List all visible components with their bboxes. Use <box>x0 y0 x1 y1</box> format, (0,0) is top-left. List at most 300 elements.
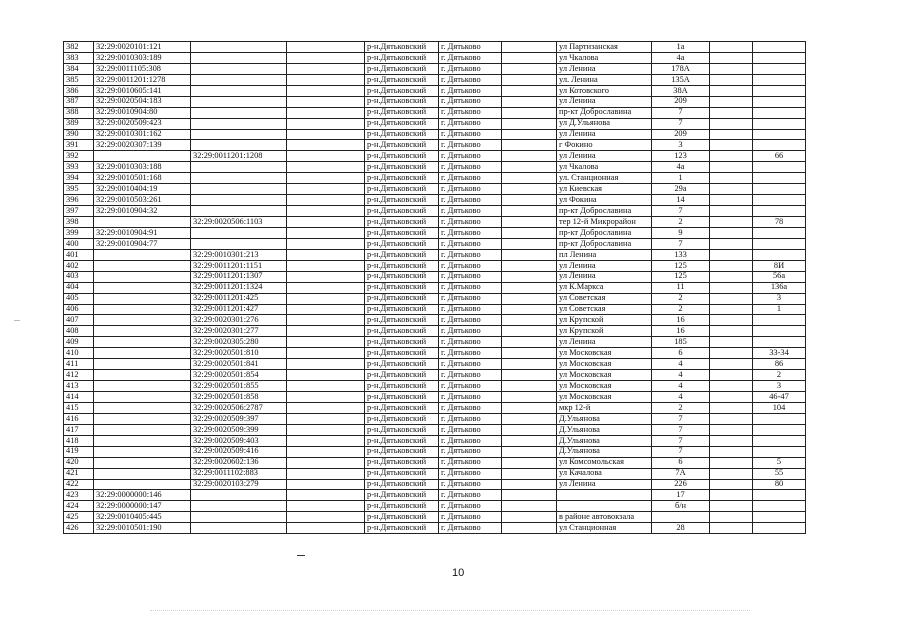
empty-cell <box>502 468 557 479</box>
row-number: 414 <box>64 392 94 403</box>
cadastral-number-premises <box>191 162 287 173</box>
empty-cell <box>502 129 557 140</box>
apartment-cell: 55 <box>753 468 806 479</box>
empty-cell <box>287 96 365 107</box>
cadastral-number: 32:29:0010904:32 <box>94 206 191 217</box>
row-number: 417 <box>64 424 94 435</box>
city-cell: г. Дятьково <box>439 348 502 359</box>
row-number: 394 <box>64 173 94 184</box>
cadastral-number-premises: 32:29:0020305:280 <box>191 337 287 348</box>
table-row <box>64 337 806 348</box>
empty-cell <box>710 63 753 74</box>
city-cell: г. Дятьково <box>439 227 502 238</box>
street-cell: пр-кт Доброславина <box>557 206 652 217</box>
empty-cell <box>287 206 365 217</box>
apartment-cell <box>753 162 806 173</box>
cadastral-number-premises: 32:29:0020602:136 <box>191 457 287 468</box>
cadastral-number-premises <box>191 490 287 501</box>
city-cell: г. Дятьково <box>439 85 502 96</box>
empty-cell <box>502 260 557 271</box>
street-cell: ул Ленина <box>557 63 652 74</box>
cadastral-number <box>94 392 191 403</box>
apartment-cell <box>753 435 806 446</box>
cadastral-number-premises <box>191 63 287 74</box>
table-row <box>64 282 806 293</box>
cadastral-number <box>94 337 191 348</box>
empty-cell <box>502 151 557 162</box>
house-number-cell: 3 <box>652 140 710 151</box>
cadastral-number: 32:29:0020509:423 <box>94 118 191 129</box>
table-row <box>64 413 806 424</box>
table-row <box>64 293 806 304</box>
empty-cell <box>502 96 557 107</box>
district-cell: р-н.Дятьковский <box>365 348 439 359</box>
cadastral-number-premises <box>191 184 287 195</box>
cadastral-number: 32:29:0010404:19 <box>94 184 191 195</box>
street-cell: ул Московская <box>557 370 652 381</box>
scan-noise-line <box>150 610 750 611</box>
apartment-cell <box>753 173 806 184</box>
row-number: 426 <box>64 523 94 534</box>
table-row <box>64 359 806 370</box>
street-cell: пр-кт Доброславина <box>557 107 652 118</box>
row-number: 425 <box>64 512 94 523</box>
street-cell: ул Московская <box>557 392 652 403</box>
district-cell: р-н.Дятьковский <box>365 206 439 217</box>
empty-cell <box>502 435 557 446</box>
city-cell: г. Дятьково <box>439 501 502 512</box>
house-number-cell: 7 <box>652 413 710 424</box>
cadastral-number-premises <box>191 206 287 217</box>
city-cell: г. Дятьково <box>439 238 502 249</box>
house-number-cell: 209 <box>652 96 710 107</box>
cadastral-number: 32:29:0010904:80 <box>94 107 191 118</box>
house-number-cell: 4 <box>652 381 710 392</box>
empty-cell <box>287 271 365 282</box>
row-number: 401 <box>64 249 94 260</box>
empty-cell <box>502 293 557 304</box>
row-number: 408 <box>64 326 94 337</box>
cadastral-number: 32:29:0011201:1278 <box>94 74 191 85</box>
street-cell: ул Качалова <box>557 468 652 479</box>
row-number: 386 <box>64 85 94 96</box>
empty-cell <box>287 370 365 381</box>
district-cell: р-н.Дятьковский <box>365 479 439 490</box>
empty-cell <box>710 413 753 424</box>
table-row <box>64 468 806 479</box>
empty-cell <box>710 195 753 206</box>
house-number-cell: 7 <box>652 424 710 435</box>
city-cell: г. Дятьково <box>439 479 502 490</box>
city-cell: г. Дятьково <box>439 446 502 457</box>
empty-cell <box>502 359 557 370</box>
empty-cell <box>710 173 753 184</box>
cadastral-number <box>94 282 191 293</box>
street-cell: Д.Ульянова <box>557 435 652 446</box>
empty-cell <box>710 85 753 96</box>
cadastral-number-premises <box>191 227 287 238</box>
empty-cell <box>502 195 557 206</box>
empty-cell <box>502 501 557 512</box>
district-cell: р-н.Дятьковский <box>365 381 439 392</box>
table-row <box>64 271 806 282</box>
apartment-cell: 3 <box>753 381 806 392</box>
apartment-cell <box>753 195 806 206</box>
house-number-cell: 4 <box>652 370 710 381</box>
table-row <box>64 162 806 173</box>
cadastral-number <box>94 413 191 424</box>
cadastral-number <box>94 479 191 490</box>
row-number: 413 <box>64 381 94 392</box>
row-number: 382 <box>64 42 94 53</box>
house-number-cell: 185 <box>652 337 710 348</box>
house-number-cell: 4 <box>652 392 710 403</box>
house-number-cell: 209 <box>652 129 710 140</box>
cadastral-number-premises <box>191 512 287 523</box>
row-number: 400 <box>64 238 94 249</box>
district-cell: р-н.Дятьковский <box>365 490 439 501</box>
empty-cell <box>502 42 557 53</box>
cadastral-number <box>94 315 191 326</box>
row-number: 418 <box>64 435 94 446</box>
empty-cell <box>710 304 753 315</box>
empty-cell <box>710 424 753 435</box>
apartment-cell <box>753 63 806 74</box>
cadastral-number <box>94 446 191 457</box>
table-row <box>64 184 806 195</box>
table-row <box>64 118 806 129</box>
empty-cell <box>502 402 557 413</box>
empty-cell <box>287 490 365 501</box>
empty-cell <box>502 107 557 118</box>
empty-cell <box>710 184 753 195</box>
table-row <box>64 42 806 53</box>
apartment-cell <box>753 74 806 85</box>
registry-body <box>64 42 806 534</box>
city-cell: г. Дятьково <box>439 381 502 392</box>
empty-cell <box>287 129 365 140</box>
empty-cell <box>287 85 365 96</box>
empty-cell <box>502 315 557 326</box>
house-number-cell: 14 <box>652 195 710 206</box>
district-cell: р-н.Дятьковский <box>365 413 439 424</box>
street-cell: ул Чкалова <box>557 162 652 173</box>
empty-cell <box>710 140 753 151</box>
city-cell: г. Дятьково <box>439 523 502 534</box>
empty-cell <box>502 370 557 381</box>
cadastral-number: 32:29:0010503:261 <box>94 195 191 206</box>
street-cell: ул Ленина <box>557 479 652 490</box>
street-cell: ул Ленина <box>557 337 652 348</box>
empty-cell <box>287 293 365 304</box>
apartment-cell <box>753 227 806 238</box>
cadastral-number-premises: 32:29:0020501:858 <box>191 392 287 403</box>
empty-cell <box>710 129 753 140</box>
empty-cell <box>710 446 753 457</box>
empty-cell <box>287 501 365 512</box>
empty-cell <box>710 501 753 512</box>
district-cell: р-н.Дятьковский <box>365 424 439 435</box>
district-cell: р-н.Дятьковский <box>365 501 439 512</box>
empty-cell <box>710 118 753 129</box>
cadastral-number <box>94 217 191 228</box>
cadastral-number-premises: 32:29:0010301:213 <box>191 249 287 260</box>
district-cell: р-н.Дятьковский <box>365 523 439 534</box>
cadastral-number-premises: 32:29:0011201:1151 <box>191 260 287 271</box>
city-cell: г. Дятьково <box>439 217 502 228</box>
cadastral-number-premises <box>191 107 287 118</box>
house-number-cell: 7 <box>652 107 710 118</box>
city-cell: г. Дятьково <box>439 337 502 348</box>
empty-cell <box>287 249 365 260</box>
apartment-cell <box>753 118 806 129</box>
district-cell: р-н.Дятьковский <box>365 217 439 228</box>
district-cell: р-н.Дятьковский <box>365 512 439 523</box>
city-cell: г. Дятьково <box>439 260 502 271</box>
cadastral-number: 32:29:0010605:141 <box>94 85 191 96</box>
table-row <box>64 490 806 501</box>
apartment-cell: 3 <box>753 293 806 304</box>
empty-cell <box>287 523 365 534</box>
apartment-cell <box>753 337 806 348</box>
cadastral-number <box>94 293 191 304</box>
cadastral-number-premises: 32:29:0020509:403 <box>191 435 287 446</box>
table-row <box>64 195 806 206</box>
table-row <box>64 238 806 249</box>
apartment-cell <box>753 446 806 457</box>
empty-cell <box>287 140 365 151</box>
cadastral-number: 32:29:0010405:445 <box>94 512 191 523</box>
cadastral-number-premises: 32:29:0011201:425 <box>191 293 287 304</box>
cadastral-number-premises: 32:29:0020501:841 <box>191 359 287 370</box>
empty-cell <box>287 162 365 173</box>
house-number-cell: 7 <box>652 446 710 457</box>
city-cell: г. Дятьково <box>439 304 502 315</box>
row-number: 383 <box>64 52 94 63</box>
city-cell: г. Дятьково <box>439 206 502 217</box>
empty-cell <box>710 326 753 337</box>
row-number: 412 <box>64 370 94 381</box>
table-row <box>64 512 806 523</box>
table-row <box>64 304 806 315</box>
table-row <box>64 446 806 457</box>
apartment-cell <box>753 326 806 337</box>
empty-cell <box>710 490 753 501</box>
apartment-cell <box>753 96 806 107</box>
apartment-cell <box>753 413 806 424</box>
house-number-cell: 1 <box>652 173 710 184</box>
table-row <box>64 315 806 326</box>
apartment-cell <box>753 238 806 249</box>
empty-cell <box>502 271 557 282</box>
apartment-cell: 86 <box>753 359 806 370</box>
cadastral-number <box>94 424 191 435</box>
empty-cell <box>502 479 557 490</box>
district-cell: р-н.Дятьковский <box>365 63 439 74</box>
table-row <box>64 96 806 107</box>
street-cell: ул Ленина <box>557 271 652 282</box>
cadastral-number-premises: 32:29:0011201:1208 <box>191 151 287 162</box>
cadastral-number <box>94 151 191 162</box>
house-number-cell: 2 <box>652 217 710 228</box>
table-row <box>64 52 806 63</box>
table-row <box>64 63 806 74</box>
district-cell: р-н.Дятьковский <box>365 446 439 457</box>
cadastral-number-premises <box>191 140 287 151</box>
apartment-cell: 66 <box>753 151 806 162</box>
street-cell: пр-кт Доброславина <box>557 238 652 249</box>
house-number-cell: 2 <box>652 304 710 315</box>
cadastral-number: 32:29:0000000:147 <box>94 501 191 512</box>
empty-cell <box>710 359 753 370</box>
street-cell: ул. Ленина <box>557 74 652 85</box>
house-number-cell: 11 <box>652 282 710 293</box>
city-cell: г. Дятьково <box>439 370 502 381</box>
street-cell: ул Ленина <box>557 96 652 107</box>
house-number-cell: 16 <box>652 326 710 337</box>
cadastral-number-premises <box>191 523 287 534</box>
row-number: 402 <box>64 260 94 271</box>
empty-cell <box>502 326 557 337</box>
cadastral-number-premises <box>191 195 287 206</box>
row-number: 384 <box>64 63 94 74</box>
row-number: 393 <box>64 162 94 173</box>
cadastral-number <box>94 435 191 446</box>
street-cell: ул Советская <box>557 304 652 315</box>
apartment-cell: 104 <box>753 402 806 413</box>
cadastral-number: 32:29:0010501:190 <box>94 523 191 534</box>
house-number-cell: 2 <box>652 293 710 304</box>
district-cell: р-н.Дятьковский <box>365 326 439 337</box>
district-cell: р-н.Дятьковский <box>365 293 439 304</box>
house-number-cell: 28 <box>652 523 710 534</box>
empty-cell <box>287 326 365 337</box>
city-cell: г. Дятьково <box>439 293 502 304</box>
table-row <box>64 217 806 228</box>
empty-cell <box>710 392 753 403</box>
house-number-cell: 4а <box>652 162 710 173</box>
district-cell: р-н.Дятьковский <box>365 392 439 403</box>
house-number-cell: б/н <box>652 501 710 512</box>
city-cell: г. Дятьково <box>439 468 502 479</box>
house-number-cell: 7 <box>652 238 710 249</box>
empty-cell <box>287 402 365 413</box>
cadastral-number <box>94 468 191 479</box>
street-cell: ул Чкалова <box>557 52 652 63</box>
empty-cell <box>710 151 753 162</box>
empty-cell <box>287 282 365 293</box>
apartment-cell <box>753 184 806 195</box>
table-row <box>64 370 806 381</box>
empty-cell <box>287 435 365 446</box>
street-cell: в районе автовокзала <box>557 512 652 523</box>
empty-cell <box>287 184 365 195</box>
cadastral-number <box>94 348 191 359</box>
empty-cell <box>502 217 557 228</box>
house-number-cell: 7 <box>652 206 710 217</box>
empty-cell <box>287 446 365 457</box>
street-cell: ул Партизанская <box>557 42 652 53</box>
house-number-cell: 133 <box>652 249 710 260</box>
house-number-cell: 16 <box>652 315 710 326</box>
street-cell: ул Крупской <box>557 315 652 326</box>
empty-cell <box>502 227 557 238</box>
street-cell: ул Московская <box>557 381 652 392</box>
empty-cell <box>710 457 753 468</box>
cadastral-number-premises: 32:29:0020509:397 <box>191 413 287 424</box>
empty-cell <box>710 282 753 293</box>
table-row <box>64 249 806 260</box>
city-cell: г. Дятьково <box>439 249 502 260</box>
district-cell: р-н.Дятьковский <box>365 184 439 195</box>
empty-cell <box>502 238 557 249</box>
empty-cell <box>287 381 365 392</box>
district-cell: р-н.Дятьковский <box>365 282 439 293</box>
table-row <box>64 381 806 392</box>
cadastral-number <box>94 381 191 392</box>
cadastral-number: 32:29:0010904:77 <box>94 238 191 249</box>
district-cell: р-н.Дятьковский <box>365 118 439 129</box>
house-number-cell: 135А <box>652 74 710 85</box>
district-cell: р-н.Дятьковский <box>365 238 439 249</box>
city-cell: г. Дятьково <box>439 118 502 129</box>
empty-cell <box>502 249 557 260</box>
district-cell: р-н.Дятьковский <box>365 140 439 151</box>
house-number-cell: 1а <box>652 42 710 53</box>
street-cell: ул Крупской <box>557 326 652 337</box>
street-cell: тер 12-й Микрорайон <box>557 217 652 228</box>
cadastral-number-premises: 32:29:0011201:427 <box>191 304 287 315</box>
empty-cell <box>710 74 753 85</box>
district-cell: р-н.Дятьковский <box>365 359 439 370</box>
table-row <box>64 173 806 184</box>
street-cell: ул Комсомольская <box>557 457 652 468</box>
house-number-cell: 6 <box>652 348 710 359</box>
apartment-cell: 33-34 <box>753 348 806 359</box>
cadastral-number <box>94 271 191 282</box>
city-cell: г. Дятьково <box>439 42 502 53</box>
cadastral-number-premises <box>191 52 287 63</box>
table-row <box>64 129 806 140</box>
cadastral-number: 32:29:0020101:121 <box>94 42 191 53</box>
cadastral-number <box>94 370 191 381</box>
row-number: 410 <box>64 348 94 359</box>
house-number-cell: 123 <box>652 151 710 162</box>
empty-cell <box>710 479 753 490</box>
empty-cell <box>287 304 365 315</box>
cadastral-number: 32:29:0010904:91 <box>94 227 191 238</box>
city-cell: г. Дятьково <box>439 63 502 74</box>
street-cell: ул Ленина <box>557 129 652 140</box>
cadastral-number <box>94 359 191 370</box>
apartment-cell: 1 <box>753 304 806 315</box>
empty-cell <box>502 74 557 85</box>
scan-margin-mark <box>14 320 20 321</box>
apartment-cell <box>753 523 806 534</box>
empty-cell <box>287 479 365 490</box>
district-cell: р-н.Дятьковский <box>365 96 439 107</box>
house-number-cell: 2 <box>652 402 710 413</box>
empty-cell <box>502 348 557 359</box>
empty-cell <box>710 337 753 348</box>
row-number: 420 <box>64 457 94 468</box>
row-number: 385 <box>64 74 94 85</box>
empty-cell <box>287 74 365 85</box>
empty-cell <box>710 435 753 446</box>
apartment-cell <box>753 512 806 523</box>
city-cell: г. Дятьково <box>439 271 502 282</box>
empty-cell <box>502 337 557 348</box>
